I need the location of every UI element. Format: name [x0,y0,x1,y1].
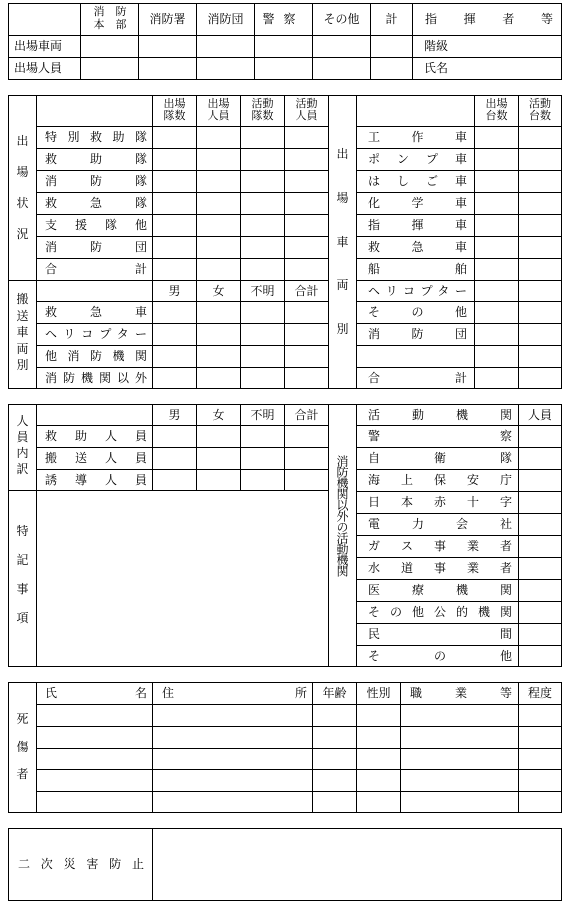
unit-col-dispatched-units-1: 出場 [163,97,186,110]
agency-row: 自衛隊 [368,451,512,465]
casualty-col-age: 年齢 [322,686,347,700]
section-casualties [9,710,36,782]
field-name: 氏名 [424,61,449,75]
agency-row: 警察 [368,429,512,443]
unit-col-active-units-2: 隊数 [251,109,274,122]
secondary-disaster-field[interactable] [153,829,561,900]
transport-col-male: 男 [168,284,181,298]
agency-row: 海上保安庁 [368,473,512,487]
col-fire-corps: 消防団 [207,12,244,26]
section-dispatch-char-4: 況 [16,227,29,241]
agency-row: 水道事業者 [368,561,512,575]
unit-row: 消防団 [45,240,147,254]
col-total: 計 [385,12,398,26]
vehicle-row-total: 合計 [368,371,467,385]
col-other: その他 [323,12,360,26]
section-vehicles [329,145,356,337]
section-vehicles-char-1: 出 [336,147,349,161]
unit-col-active-staff-2: 人員 [295,109,318,122]
section-dispatch-char-3: 状 [16,196,29,210]
personnel-col-female: 女 [212,408,225,422]
section-personnel-char-4: 訳 [16,462,29,476]
section-transport-char-5: 別 [16,358,29,372]
section-transport [9,292,36,372]
unit-row-total: 合計 [45,262,147,276]
vehicle-col-dispatched-2: 台数 [485,109,508,122]
casualty-col-address: 住所 [162,686,307,700]
notes-field[interactable] [37,491,328,666]
personnel-row: 誘導人員 [45,473,147,487]
section-notes-char-1: 特 [16,524,29,538]
vehicle-row: 救急車 [368,240,467,254]
agency-row: 電力会社 [368,517,512,531]
agency-row: 医療機関 [368,583,512,597]
section-dispatch-char-1: 出 [16,134,29,148]
agency-col-header: 活動機関 [368,408,512,422]
vehicle-row: 消防団 [368,327,467,341]
agency-row: その他 [368,649,512,663]
transport-row: 他消防機関 [45,349,147,363]
section-personnel-char-2: 員 [16,430,29,444]
agency-row: ガス事業者 [368,539,512,553]
vehicle-row: ポンプ車 [368,152,467,166]
section-casualties-char-3: 者 [16,767,29,781]
vehicle-col-active-2: 台数 [529,109,551,122]
section-personnel-char-1: 人 [16,414,29,428]
unit-row: 特別救助隊 [45,130,147,144]
section-dispatch-char-2: 場 [16,165,29,179]
section-personnel-char-3: 内 [16,446,29,460]
section-transport-char-3: 車 [16,325,29,339]
col-fire-station: 消防署 [149,12,186,26]
section-notes-char-4: 項 [16,611,29,625]
section-transport-char-2: 送 [16,308,29,323]
section-personnel [9,414,36,476]
casualty-col-severity: 程度 [527,686,552,700]
vehicle-row: はしご車 [368,174,467,188]
personnel-row: 搬送人員 [45,451,147,465]
row-personnel: 出場人員 [14,61,63,75]
personnel-col-total: 合計 [294,408,319,422]
section-transport-char-1: 搬 [16,292,29,306]
vehicle-col-dispatched-1: 出場 [485,97,508,110]
unit-col-dispatched-units-2: 隊数 [163,109,186,122]
agency-row: 日本赤十字 [368,495,512,509]
section-vehicles-char-3: 車 [336,234,349,249]
section-notes-char-2: 記 [16,553,29,567]
section-notes-char-3: 事 [16,582,29,596]
casualty-col-sex: 性別 [366,686,391,700]
unit-col-active-units-1: 活動 [251,97,274,110]
unit-col-dispatched-staff-1: 出場 [207,97,230,110]
casualty-col-occupation: 職業等 [410,686,512,700]
section-vehicles-char-4: 両 [336,278,349,293]
vehicle-row: その他 [368,305,467,319]
transport-row: ヘリコプター [45,327,147,341]
transport-col-total: 合計 [294,284,319,298]
unit-row: 救助隊 [45,152,147,166]
transport-col-unknown: 不明 [250,284,275,298]
col-police: 警察 [262,12,305,26]
personnel-col-unknown: 不明 [250,408,275,422]
vehicle-row: 指揮車 [368,218,467,232]
agency-count-header: 人員 [527,408,552,422]
vehicle-row: 化学車 [368,196,467,210]
casualty-col-name: 氏名 [45,686,147,700]
transport-row: 消防機関以外 [45,371,147,385]
section-casualties-char-2: 傷 [16,739,29,754]
unit-row: 救急隊 [45,196,147,210]
unit-row: 消防隊 [45,174,147,188]
transport-col-female: 女 [212,284,225,298]
vehicle-row: ヘリコプター [368,284,467,298]
section-dispatch-status [9,132,36,242]
agency-row: 民間 [368,627,512,641]
section-notes [9,522,36,626]
vehicle-row: 工作車 [368,130,467,144]
personnel-row: 救助人員 [45,429,147,443]
unit-col-active-staff-1: 活動 [295,97,318,110]
row-vehicles: 出場車両 [14,39,63,53]
agency-row: その他公的機関 [368,605,512,619]
section-casualties-char-1: 死 [16,712,29,726]
secondary-disaster-label: 二次災害防止 [18,857,144,871]
col-fire-hq-label-1: 消 防 [93,5,127,18]
section-transport-char-4: 両 [16,341,29,356]
section-vehicles-char-5: 別 [336,322,349,336]
personnel-col-male: 男 [168,408,181,422]
vehicle-col-active-1: 活動 [529,97,551,110]
transport-row: 救急車 [45,305,147,319]
col-commander: 指揮者等 [425,12,553,26]
unit-col-dispatched-staff-2: 人員 [207,109,230,122]
section-other-agencies: 消防機関以外の活動機関 [335,455,349,576]
field-rank: 階級 [424,39,449,53]
vehicle-row: 船舶 [368,262,467,276]
col-fire-hq-label-2: 本 部 [93,18,127,31]
section-vehicles-char-2: 場 [336,190,349,205]
unit-row: 支援隊他 [45,218,147,232]
